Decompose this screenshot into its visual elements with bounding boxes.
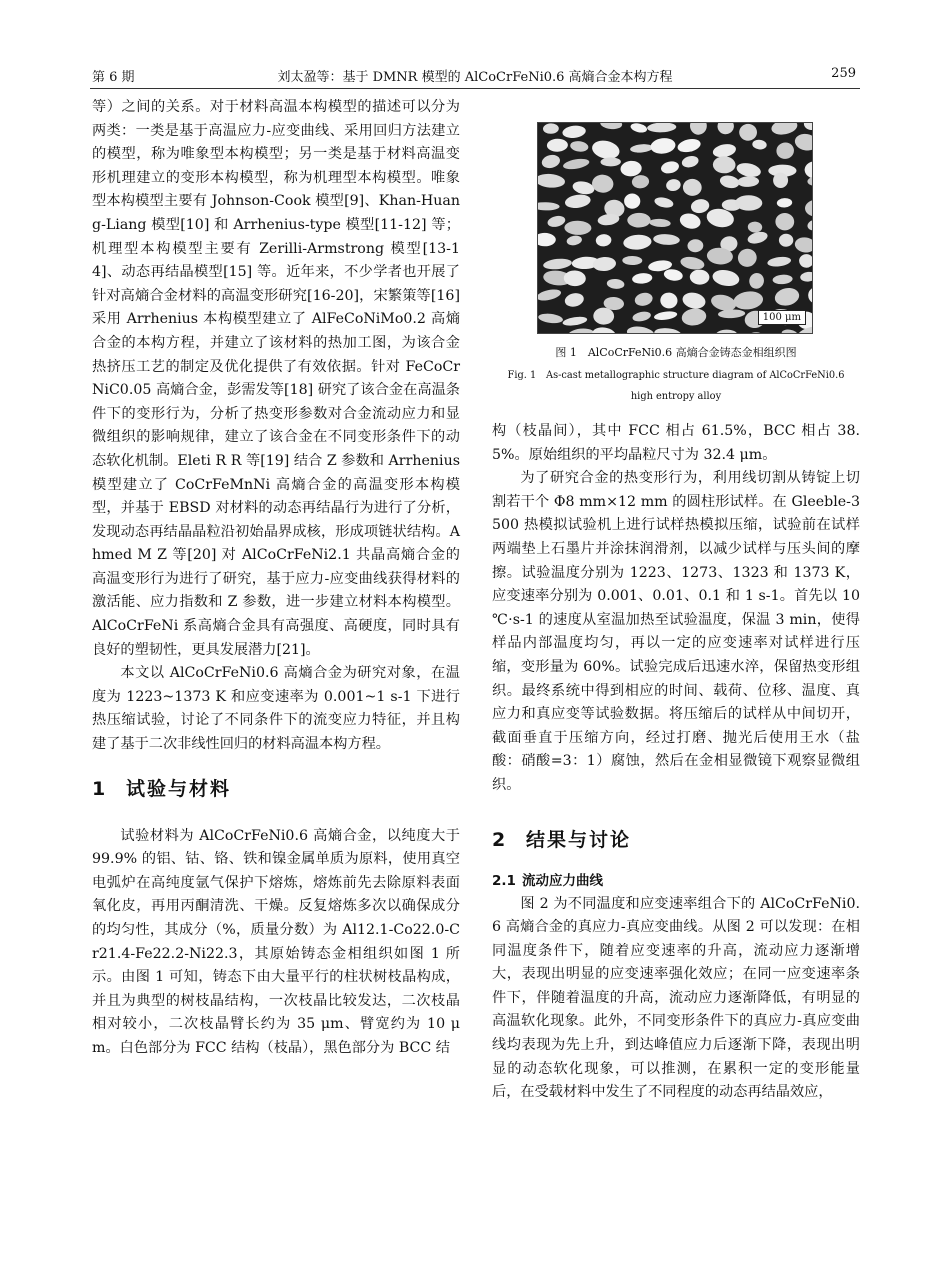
figure-1-caption-en [492,365,860,407]
running-header [90,64,860,89]
journal-issue: 第 6 期 [92,70,135,85]
right-column [492,420,860,1105]
running-title: 刘太盈等：基于 DMNR 模型的 AlCoCrFeNi0.6 高熵合金本构方程 [277,70,673,85]
scale-bar-label: 100 μm [758,310,806,325]
section-1-heading [92,773,460,805]
figure-1-caption-en-line-1: Fig. 1 As-cast metallographic structure diagram of AlCoCrFeNi0.6 [507,370,845,381]
subsection-2-1-title: 流动应力曲线 [522,872,603,889]
left-column [92,96,460,1061]
aim-paragraph: 本文以 AlCoCrFeNi0.6 高熵合金为研究对象，在温度为 1223~1373 K 和应变速率为 0.001~1 s-1 下进行热压缩试验，讨论了不同条件下的流变应力特征，并且构建了基于二次非线性回归的材料高温本构方程。 [92,665,460,753]
figure-1-micrograph [537,122,813,334]
section-1-title: 试验与材料 [126,777,232,800]
section-2-title: 结果与讨论 [526,828,632,851]
section-1-number: 1 [92,777,106,800]
flow-stress-paragraph: 图 2 为不同温度和应变速率组合下的 AlCoCrFeNi0.6 高熵合金的真应力-真应变曲线。从图 2 可以发现：在相同温度条件下，随着应变速率的升高，流动应力逐渐增大，表现出明显的应变速率强化效应；在同一应变速率条件下，伴随着温度的升高，流动应力逐渐降低，有明显的高温软化现象。此外，不同变形条件下的真应力-真应变曲线均表现为先上升，到达峰值应力后逐渐下降，表现出明显的动态软化现象，可以推测，在累积一定的变形能量后，在受载材料中发生了不同程度的动态再结晶效应， [492,895,860,1101]
procedure-paragraph: 为了研究合金的热变形行为，利用线切割从铸锭上切割若干个 Φ8 mm×12 mm 的圆柱形试样。在 Gleeble-3500 热模拟试验机上进行试样热模拟压缩，试验前在试样两端垫上石墨片并涂抹润滑剂，以减少试样与压头间的摩擦。试验温度分别为 1223、1273、1323 和 1373 K，应变速率分别为 0.001、0.01、0.1 和 1 s-1。首先以 10 ℃·s-1 的速度从室温加热至试验温度，保温 3 min，使得样品内部温度均匀，再以一定的应变速率对试样进行压缩，变形量为 60%。试验完成后迅速水淬，保留热变形组织。最终系统中得到相应的时间、载荷、位移、温度、真应力和真应变等试验数据。将压缩后的试样从中间切开，截面垂直于压缩方向，经过打磨、抛光后使用王水（盐酸：硝酸=3：1）腐蚀，然后在金相显微镜下观察显微组织。 [492,470,860,793]
materials-paragraph: 试验材料为 AlCoCrFeNi0.6 高熵合金，以纯度大于 99.9% 的铝、钴、铬、铁和镍金属单质为原料，使用真空电弧炉在高纯度氩气保护下熔炼，熔炼前先去除原料表面氧化皮，再用丙酮清洗、干燥。反复熔炼多次以确保成分的均匀性，其成分（%，质量分数）为 Al12.1-Co22.0-Cr21.4-Fe22.2-Ni22.3，其原始铸态金相组织如图 1 所示。由图 1 可知，铸态下由大量平行的柱状树枝晶构成，并且为典型的树枝晶结构，一次枝晶比较发达，二次枝晶相对较小，二次枝晶臂长约为 35 μm、臂宽约为 10 μm。白色部分为 FCC 结构（枝晶），黑色部分为 BCC 结 [92,827,460,1056]
figure-1-caption-en-line-2: high entropy alloy [630,391,722,402]
section-2-heading [492,824,860,856]
subsection-2-1-heading [492,870,860,893]
section-2-number: 2 [492,828,506,851]
phase-fraction-paragraph: 构（枝晶间），其中 FCC 相占 61.5%，BCC 相占 38.5%。原始组织的平均晶粒尺寸为 32.4 μm。 [492,423,860,463]
figure-1-caption-cn: 图 1 AlCoCrFeNi0.6 高熵合金铸态金相组织图 [555,346,797,359]
subsection-2-1-number: 2.1 [492,872,516,889]
intro-paragraph-continued: 等）之间的关系。对于材料高温本构模型的描述可以分为两类：一类是基于高温应力-应变曲线、采用回归方法建立的模型，称为唯象型本构模型；另一类是基于材料高温变形机理建立的变形本构模型，称为机理型本构模型。唯象型本构模型主要有 Johnson-Cook 模型[9]、Khan-Huang-Liang 模型[10] 和 Arrhenius-type 模型[11-12] 等；机理型本构模型主要有 Zerilli-Armstrong 模型[13-14]、动态再结晶模型[15] 等。近年来，不少学者也开展了针对高熵合金材料的高温变形研究[16-20]，宋繁策等[16] 采用 Arrhenius 本构模型建立了 AlFeCoNiMo0.2 高熵合金的本构方程，并建立了该材料的热加工图，为该合金热挤压工艺的制定及优化提供了有效依据。针对 FeCoCrNiC0.05 高熵合金，彭需发等[18] 研究了该合金在高温条件下的变形行为，分析了热变形参数对合金流动应力和显微组织的影响规律，建立了该合金在不同变形条件下的动态软化机制。Eleti R R 等[19] 结合 Z 参数和 Arrhenius 模型建立了 CoCrFeMnNi 高熵合金的高温变形本构模型，并基于 EBSD 对材料的动态再结晶行为进行了分析，发现动态再结晶晶粒沿初始晶界成核，形成项链状结构。Ahmed M Z 等[20] 对 AlCoCrFeNi2.1 共晶高熵合金的高温变形行为进行了研究，基于应力-应变曲线获得材料的激活能、应力指数和 Z 参数，进一步建立材料本构模型。AlCoCrFeNi 系高熵合金具有高强度、高硬度，同时具有良好的塑韧性，更具发展潜力[21]。 [92,99,460,658]
page-number: 259 [831,66,856,81]
micrograph-image [538,123,812,333]
